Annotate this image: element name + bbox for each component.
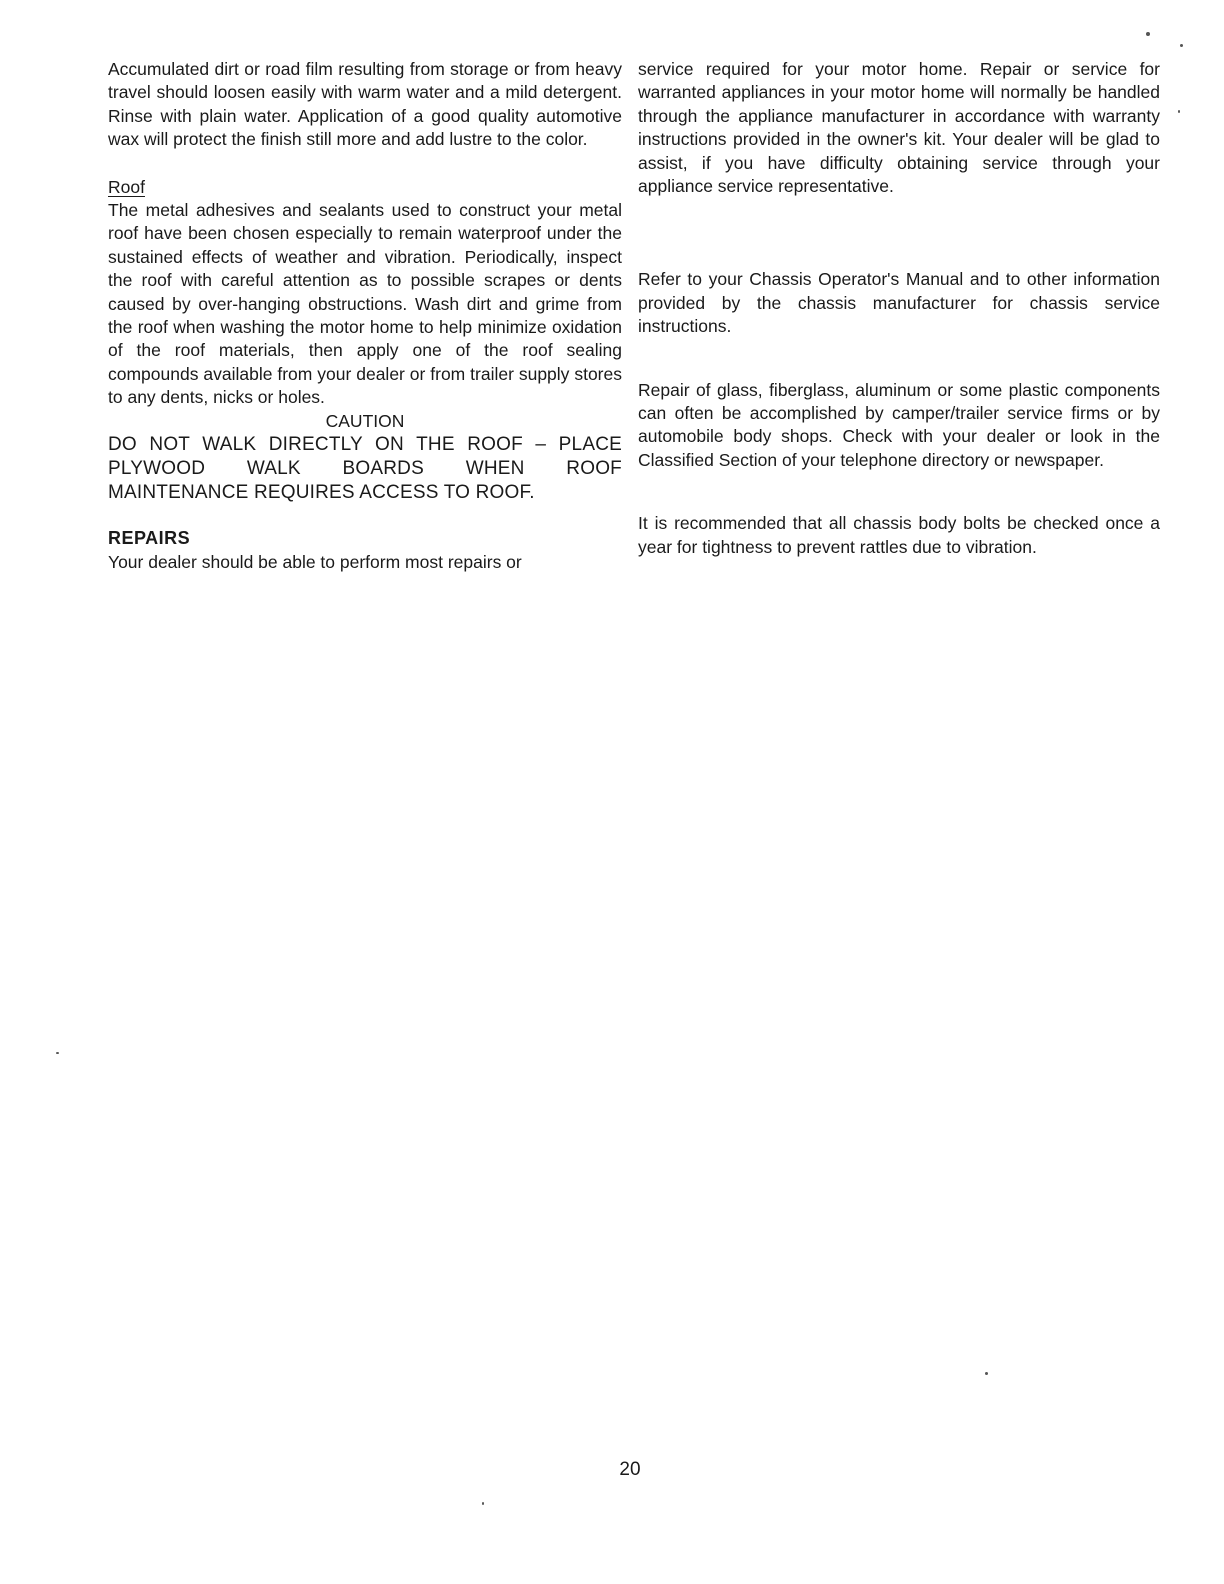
scan-speck (1178, 110, 1180, 113)
repairs-paragraph: Your dealer should be able to perform most repairs or (108, 551, 522, 572)
right-column (638, 58, 1160, 559)
caution-text: DO NOT WALK DIRECTLY ON THE ROOF – PLACE PLYWOOD WALK BOARDS WHEN ROOF MAINTENANCE REQUIRES ACCESS TO ROOF. (108, 434, 622, 504)
roof-heading: Roof (108, 176, 145, 197)
roof-paragraph: The metal adhesives and sealants used to construct your metal roof have been chosen especially to remain waterproof under the sustained effects of weather and vibration. Periodically, inspect the roof with careful attention as to possible scrapes or dents caused by over-hanging obstructions. Wash dirt and grime from the roof when washing the motor home to help minimize oxidation of the roof materials, then apply one of the roof sealing compounds available from your dealer or from trailer supply stores to any dents, nicks or holes. (108, 200, 622, 408)
scan-speck (985, 1372, 988, 1375)
left-column (108, 58, 622, 574)
scan-speck (482, 1502, 484, 1505)
body-repair-paragraph: Repair of glass, fiberglass, aluminum or some plastic components can often be accomplished by camper/trailer service firms or by automobile body shops. Check with your dealer or look in the Classified Section of your telephone directory or newspaper. (638, 379, 1160, 470)
scan-speck (1180, 44, 1183, 47)
service-paragraph: service required for your motor home. Repair or service for warranted appliances in your motor home will normally be handled through the appliance manufacturer in accordance with warranty instructions provided in the owner's kit. Your dealer will be glad to assist, if you have difficulty obtaining service through your appliance service representative. (638, 59, 1160, 197)
caution-title: CAUTION (325, 410, 405, 431)
intro-paragraph: Accumulated dirt or road film resulting from storage or from heavy travel should loosen easily with warm water and a mild detergent. Rinse with plain water. Application of a good quality automotive wax will protect the finish still more and add lustre to the color. (108, 59, 622, 150)
chassis-paragraph: Refer to your Chassis Operator's Manual and to other information provided by the chassis manufacturer for chassis service instructions. (638, 269, 1160, 337)
scan-speck (1146, 32, 1150, 36)
scan-speck (56, 1052, 59, 1054)
repairs-heading: REPAIRS (108, 528, 191, 549)
page-number: 20 (619, 1459, 641, 1480)
bolts-paragraph: It is recommended that all chassis body bolts be checked once a year for tightness to prevent rattles due to vibration. (638, 513, 1160, 557)
